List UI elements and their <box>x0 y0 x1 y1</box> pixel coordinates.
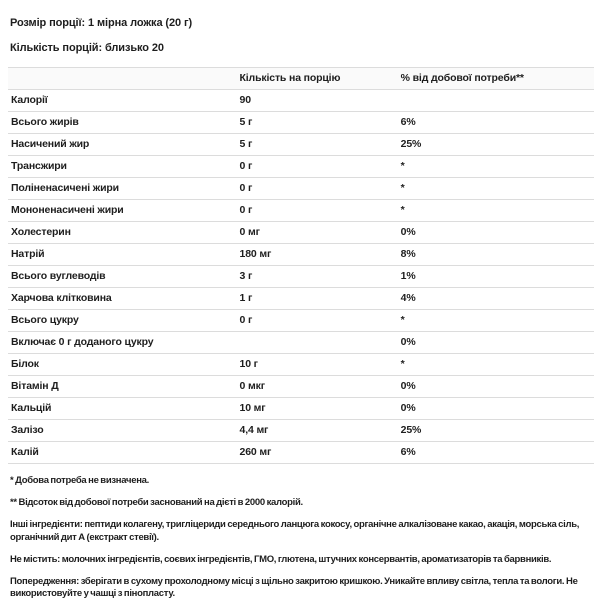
warning-text: зберігати в сухому прохолодному місці з щільно закритою кришкою. Уникайте впливу світла, тепла та вологи. Не використовуйте у чашці з пінопласту. <box>10 575 578 600</box>
nutrient-amount: 4,4 мг <box>237 420 398 442</box>
nutrient-dv: 0% <box>398 398 594 420</box>
nutrient-dv: 8% <box>398 244 594 266</box>
nutrient-name: Вітамін Д <box>8 376 237 398</box>
nutrient-name: Білок <box>8 354 237 376</box>
nutrient-dv: * <box>398 156 594 178</box>
nutrient-amount: 10 г <box>237 354 398 376</box>
nutrient-dv: * <box>398 310 594 332</box>
nutrient-name: Калій <box>8 442 237 464</box>
servings-count-line <box>10 42 594 55</box>
table-row <box>8 178 594 200</box>
serving-size-label: Розмір порції: <box>10 17 86 29</box>
footnote-percent-daily-value: ** Відсоток від добової потреби заснований на дієті в 2000 калорій. <box>10 496 303 508</box>
nutrient-dv: 25% <box>398 420 594 442</box>
nutrient-dv: 0% <box>398 376 594 398</box>
nutrition-table <box>8 67 594 464</box>
nutrient-amount: 0 мг <box>237 222 398 244</box>
nutrient-dv: 6% <box>398 442 594 464</box>
nutrient-amount: 260 мг <box>237 442 398 464</box>
table-row <box>8 442 594 464</box>
table-row <box>8 156 594 178</box>
nutrient-name: Залізо <box>8 420 237 442</box>
nutrient-amount: 5 г <box>237 134 398 156</box>
nutrient-dv: 4% <box>398 288 594 310</box>
table-row <box>8 134 594 156</box>
other-ingredients-label: Інші інгредієнти: <box>10 518 83 530</box>
table-row <box>8 332 594 354</box>
nutrient-amount: 3 г <box>237 266 398 288</box>
nutrient-name: Всього цукру <box>8 310 237 332</box>
footnote-daily-value-not-established: * Добова потреба не визначена. <box>10 475 149 486</box>
nutrient-amount: 0 г <box>237 156 398 178</box>
nutrient-dv: 6% <box>398 112 594 134</box>
table-row <box>8 354 594 376</box>
serving-size-line <box>10 17 594 30</box>
nutrient-dv <box>398 90 594 112</box>
warning-label: Попередження: <box>10 575 79 587</box>
nutrient-name: Натрій <box>8 244 237 266</box>
does-not-contain-paragraph <box>10 554 592 567</box>
header-daily-value: % від добової потреби** <box>398 68 594 90</box>
nutrient-name: Всього жирів <box>8 112 237 134</box>
nutrient-amount: 0 г <box>237 178 398 200</box>
nutrient-name: Калорії <box>8 90 237 112</box>
servings-count-label: Кількість порцій: <box>10 42 103 54</box>
nutrient-amount: 0 мкг <box>237 376 398 398</box>
table-row <box>8 310 594 332</box>
table-row <box>8 376 594 398</box>
nutrient-amount: 10 мг <box>237 398 398 420</box>
footnotes-section <box>8 475 594 601</box>
table-row <box>8 112 594 134</box>
nutrient-name: Всього вуглеводів <box>8 266 237 288</box>
nutrient-name: Трансжири <box>8 156 237 178</box>
nutrient-dv: * <box>398 178 594 200</box>
nutrient-amount: 5 г <box>237 112 398 134</box>
table-row <box>8 266 594 288</box>
servings-count-value: близько 20 <box>105 42 164 54</box>
table-row <box>8 90 594 112</box>
nutrient-name: Включає 0 г доданого цукру <box>8 332 237 354</box>
header-blank <box>8 68 237 90</box>
nutrient-amount: 90 <box>237 90 398 112</box>
warning-paragraph <box>10 576 592 601</box>
serving-size-value: 1 мірна ложка (20 г) <box>88 17 193 29</box>
nutrient-dv: * <box>398 200 594 222</box>
nutrient-amount: 0 г <box>237 310 398 332</box>
nutrient-dv: 0% <box>398 222 594 244</box>
table-row <box>8 288 594 310</box>
table-row <box>8 420 594 442</box>
nutrient-dv: 1% <box>398 266 594 288</box>
header-amount-per-serving: Кількість на порцію <box>237 68 398 90</box>
nutrient-amount: 1 г <box>237 288 398 310</box>
table-row <box>8 222 594 244</box>
does-not-contain-label: Не містить: <box>10 553 60 565</box>
nutrient-name: Холестерин <box>8 222 237 244</box>
nutrient-name: Насичений жир <box>8 134 237 156</box>
nutrient-amount: 0 г <box>237 200 398 222</box>
other-ingredients-text: пептиди колагену, тригліцериди середнього ланцюга кокосу, органічне алкалізоване какао, акація, морська сіль, органічний дит А (екстракт стевії). <box>10 518 580 543</box>
nutrient-amount: 180 мг <box>237 244 398 266</box>
table-row <box>8 244 594 266</box>
other-ingredients-paragraph <box>10 519 592 545</box>
does-not-contain-text: молочних інгредієнтів, соєвих інгредієнтів, ГМО, глютена, штучних консервантів, ароматизаторів та барвників. <box>59 553 552 565</box>
table-row <box>8 398 594 420</box>
nutrient-name: Мононенасичені жири <box>8 200 237 222</box>
nutrient-amount <box>237 332 398 354</box>
nutrient-dv: 25% <box>398 134 594 156</box>
nutrient-name: Поліненасичені жири <box>8 178 237 200</box>
nutrient-dv: 0% <box>398 332 594 354</box>
table-header-row <box>8 68 594 90</box>
nutrient-name: Харчова клітковина <box>8 288 237 310</box>
nutrient-dv: * <box>398 354 594 376</box>
table-row <box>8 200 594 222</box>
nutrient-name: Кальцій <box>8 398 237 420</box>
